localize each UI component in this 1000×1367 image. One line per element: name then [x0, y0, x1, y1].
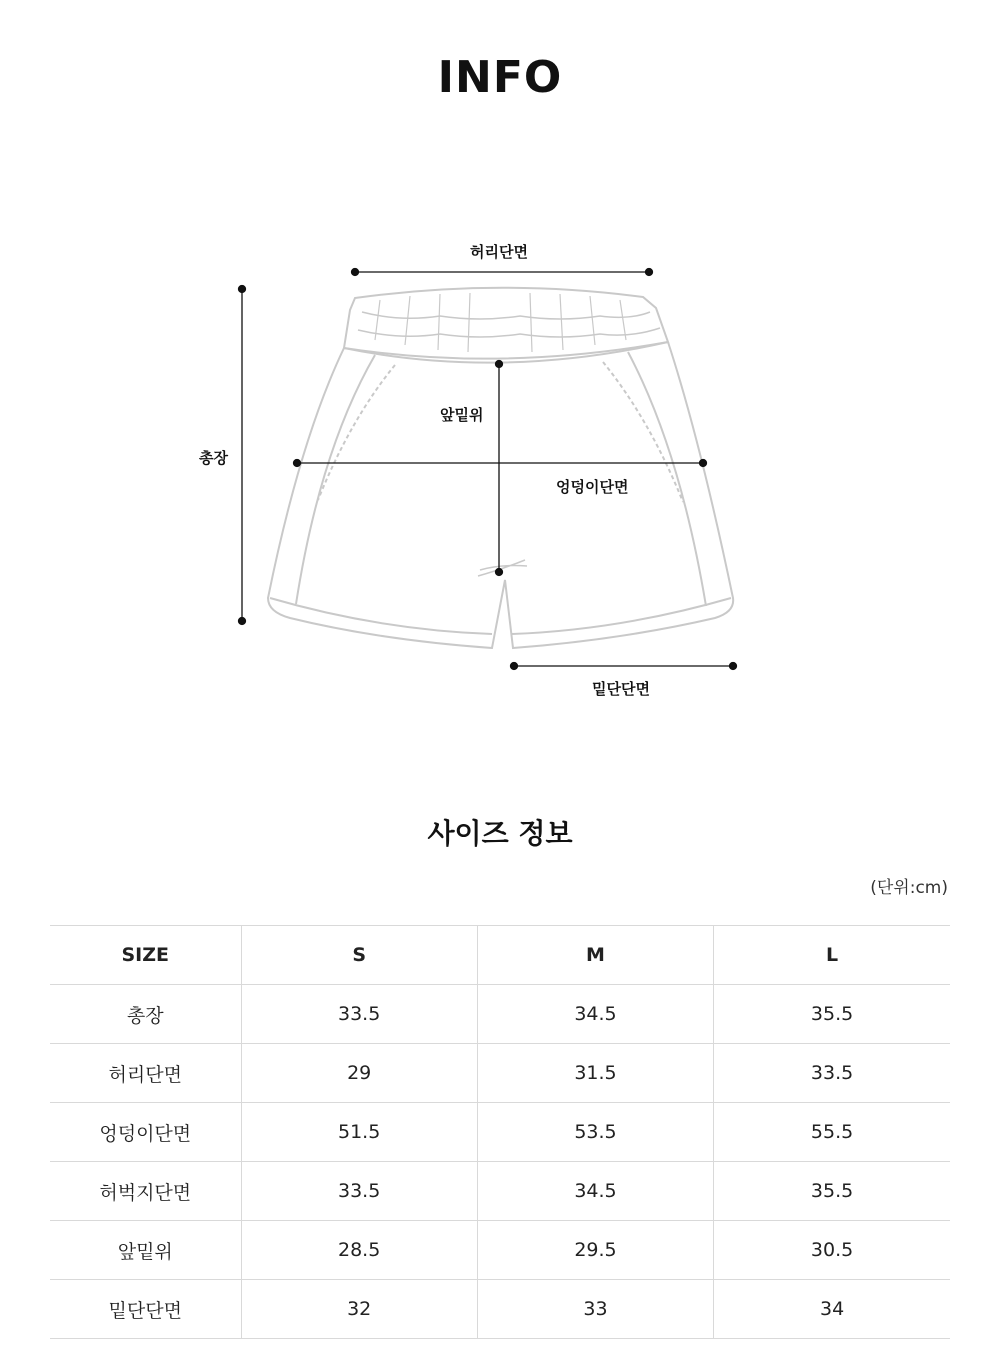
cell: 51.5	[241, 1103, 477, 1162]
section-title: 사이즈 정보	[427, 817, 573, 850]
cell: 29.5	[477, 1221, 713, 1280]
table-row	[50, 1044, 950, 1103]
row-label: 엉덩이단면	[50, 1103, 241, 1162]
length-label: 총장	[199, 449, 228, 467]
cell: 31.5	[477, 1044, 713, 1103]
cell: 53.5	[477, 1103, 713, 1162]
header-m: M	[477, 926, 713, 985]
header-l: L	[714, 926, 950, 985]
cell: 35.5	[714, 985, 950, 1044]
row-label: 허벅지단면	[50, 1162, 241, 1221]
table-header-row	[50, 926, 950, 985]
page-title: INFO	[437, 52, 563, 103]
table-row	[50, 985, 950, 1044]
waist-label: 허리단면	[470, 243, 528, 261]
cell: 33.5	[241, 985, 477, 1044]
header-size: SIZE	[50, 926, 241, 985]
row-label: 허리단면	[50, 1044, 241, 1103]
hem-label: 밑단단면	[592, 680, 650, 698]
table-row	[50, 1103, 950, 1162]
cell: 33	[477, 1280, 713, 1339]
table-row	[50, 1280, 950, 1339]
cell: 32	[241, 1280, 477, 1339]
cell: 35.5	[714, 1162, 950, 1221]
rise-label: 앞밑위	[440, 406, 484, 424]
table-row	[50, 1162, 950, 1221]
table-row	[50, 1221, 950, 1280]
row-label: 총장	[50, 985, 241, 1044]
cell: 29	[241, 1044, 477, 1103]
cell: 34.5	[477, 985, 713, 1044]
cell: 55.5	[714, 1103, 950, 1162]
row-label: 밑단단면	[50, 1280, 241, 1339]
size-table	[50, 925, 950, 1339]
unit-note: (단위:cm)	[870, 878, 948, 898]
shorts-outline	[268, 288, 733, 648]
cell: 28.5	[241, 1221, 477, 1280]
header-s: S	[241, 926, 477, 985]
hip-label: 엉덩이단면	[556, 478, 629, 496]
cell: 34.5	[477, 1162, 713, 1221]
row-label: 앞밑위	[50, 1221, 241, 1280]
cell: 33.5	[714, 1044, 950, 1103]
cell: 30.5	[714, 1221, 950, 1280]
cell: 34	[714, 1280, 950, 1339]
cell: 33.5	[241, 1162, 477, 1221]
